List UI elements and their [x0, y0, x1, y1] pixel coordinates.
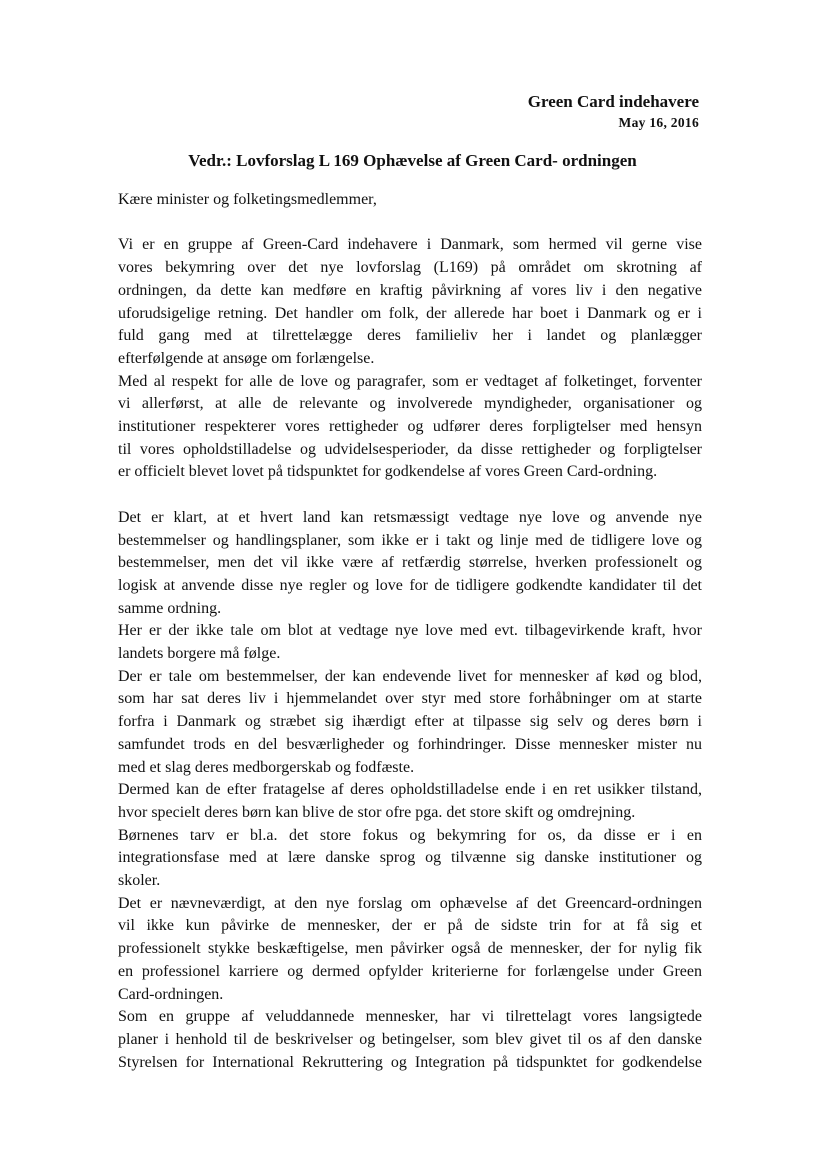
text-line: til vores opholdstilladelse og udvidelsesperioder, da disse rettigheder og forpligtelser [118, 440, 702, 458]
text-line: vi allerførst, at alle de relevante og involverede myndigheder, organisationer og [118, 395, 702, 413]
salutation: Kære minister og folketingsmedlemmer, [118, 191, 377, 208]
body-paragraph [118, 779, 702, 824]
text-line: vil ikke kun påvirke de mennesker, der er på de sidste trin for at få sig et [118, 917, 702, 935]
text-line: med et slag deres medborgerskab og fodfæste. [118, 758, 415, 776]
subject-line: Vedr.: Lovforslag L 169 Ophævelse af Green Card- ordningen [188, 151, 637, 170]
text-line: forfra i Danmark og stræbet sig ihærdigt efter at tilpasse sig selv og deres børn i [118, 713, 702, 731]
text-line: uforudsigelige retning. Det handler om folk, der allerede har boet i Danmark og er i [118, 304, 702, 322]
text-line: Dermed kan de efter fratagelse af deres opholdstilladelse ende i en ret usikker tilstand, [118, 781, 702, 799]
body-paragraph [118, 666, 702, 780]
text-line: Børnenes tarv er bl.a. det store fokus og bekymring for os, da disse er i en [118, 826, 702, 844]
text-line: Styrelsen for International Rekruttering og Integration på tidspunktet for godkendelse [118, 1053, 702, 1071]
text-line: Card-ordningen. [118, 985, 224, 1003]
text-line: landets borgere må følge. [118, 645, 281, 663]
text-line: planer i henhold til de beskrivelser og betingelser, som blev givet til os af den danske [118, 1030, 702, 1048]
text-line: skoler. [118, 872, 161, 890]
text-line: er officielt blevet lovet på tidspunktet for godkendelse af vores Green Card-ordning. [118, 463, 658, 481]
text-line: Med al respekt for alle de love og paragrafer, som er vedtaget af folketinget, forventer [118, 372, 702, 390]
text-line: professionelt stykke beskæftigelse, men påvirker også de mennesker, der for nylig fik [118, 940, 702, 958]
text-line: vores bekymring over det nye lovforslag (L169) på området om skrotning af [118, 259, 702, 277]
text-line: efterfølgende at ansøge om forlængelse. [118, 349, 375, 367]
letter-date: May 16, 2016 [618, 115, 699, 130]
body-paragraph [118, 825, 702, 893]
body-paragraph [118, 893, 702, 1007]
body-paragraph [118, 507, 702, 621]
letter-header [528, 91, 699, 133]
paragraph-gap [118, 484, 702, 507]
text-line: samfundet trods en del besværligheder og forhindringer. Disse mennesker mister nu [118, 735, 702, 753]
text-line: en professionel karriere og dermed opfylder kriterierne for forlængelse under Green [118, 962, 702, 980]
text-line: Som en gruppe af veluddannede mennesker, har vi tilrettelagt vores langsigtede [118, 1008, 702, 1026]
text-line: Der er tale om bestemmelser, der kan endevende livet for mennesker af kød og blod, [118, 667, 702, 685]
text-line: fuld gang med at tilrettelægge deres familieliv her i landet og planlægger [118, 327, 702, 345]
body-paragraph [118, 620, 702, 665]
text-line: hvor specielt deres børn kan blive de stor ofre pga. det store skift og omdrejning. [118, 803, 636, 821]
letter-body [118, 189, 702, 1074]
text-line: institutioner respekterer vores rettigheder og udfører deres forpligtelser med hensyn [118, 418, 702, 436]
sender-name: Green Card indehavere [527, 92, 699, 111]
text-line: logisk at anvende disse nye regler og love for de tidligere godkendte kandidater til det [118, 576, 702, 594]
text-line: samme ordning. [118, 599, 222, 617]
body-paragraph [118, 234, 702, 370]
text-line: ordningen, da dette kan medføre en kraftig påvirkning af vores liv i den negative [118, 281, 702, 299]
text-line: Vi er en gruppe af Green-Card indehavere i Danmark, som hermed vil gerne vise [118, 236, 702, 254]
text-line: Det er klart, at et hvert land kan retsmæssigt vedtage nye love og anvende nye [118, 508, 702, 526]
text-line: bestemmelser, men det vil ikke være af retfærdig størrelse, hverken professionelt og [118, 554, 702, 572]
body-paragraph [118, 1006, 702, 1074]
text-line: Her er der ikke tale om blot at vedtage nye love med evt. tilbagevirkende kraft, hvor [118, 622, 702, 640]
text-line: som har sat deres liv i hjemmelandet over styr med store forhåbninger om at starte [118, 690, 702, 708]
body-paragraph [118, 371, 702, 485]
text-line: integrationsfase med at lære danske sprog og tilvænne sig danske institutioner og [118, 849, 702, 867]
text-line: bestemmelser og handlingsplaner, som ikke er i takt og linje med de tidligere love og [118, 531, 702, 549]
text-line: Det er nævneværdigt, at den nye forslag om ophævelse af det Greencard-ordningen [118, 894, 702, 912]
paragraph-list [118, 234, 702, 1074]
